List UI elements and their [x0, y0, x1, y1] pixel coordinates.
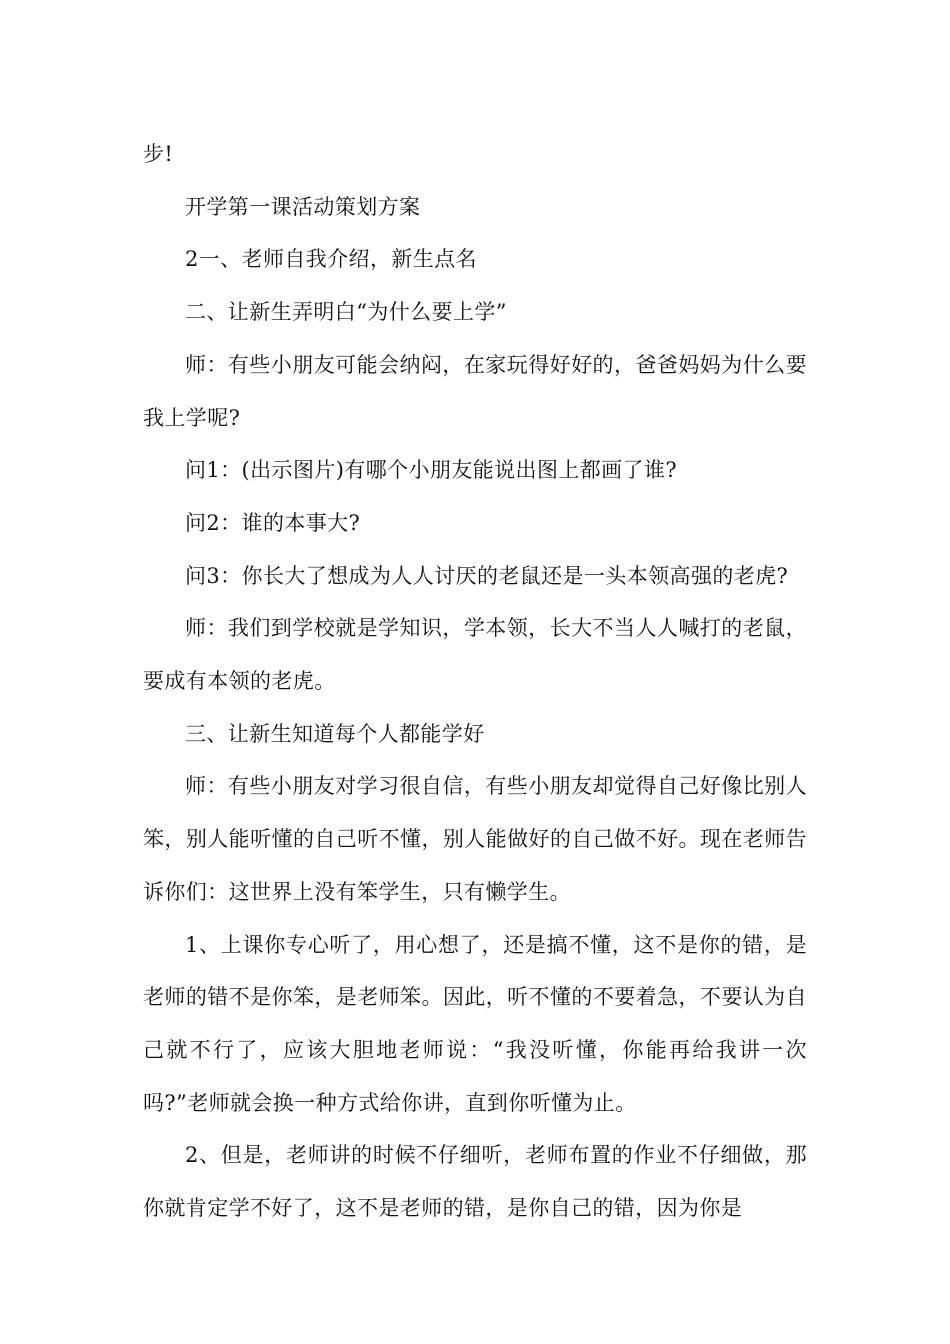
list-item-2: 2、但是，老师讲的时候不仔细听，老师布置的作业不仔细做，那你就肯定学不好了，这不是老师的错，是你自己的错，因为你是	[143, 1143, 807, 1221]
section-heading-2: 二、让新生弄明白“为什么要上学”	[185, 300, 507, 325]
list-item-1: 1、上课你专心听了，用心想了，还是搞不懂，这不是你的错，是老师的错不是你笨，是老师笨。因此，听不懂的不要着急，不要认为自己就不行了，应该大胆地老师说：“我没听懂，你能再给我讲一次吗?”老师就会换一种方式给你讲，直到你听懂为止。	[143, 932, 807, 1115]
section-heading-1: 2一、老师自我介绍，新生点名	[185, 247, 477, 272]
paragraph-continuation: 步!	[143, 142, 174, 166]
document-heading: 开学第一课活动策划方案	[185, 194, 421, 219]
paragraph: 师：有些小朋友可能会纳闷，在家玩得好好的，爸爸妈妈为什么要我上学呢?	[143, 352, 807, 430]
section-heading-3: 三、让新生知道每个人都能学好	[185, 721, 485, 746]
question-1: 问1：(出示图片)有哪个小朋友能说出图上都画了谁?	[185, 458, 678, 483]
paragraph: 师：有些小朋友对学习很自信，有些小朋友却觉得自己好像比别人笨，别人能听懂的自己听不懂，别人能做好的自己做不好。现在老师告诉你们：这世界上没有笨学生，只有懒学生。	[143, 774, 807, 904]
question-2: 问2：谁的本事大?	[185, 510, 361, 535]
question-3: 问3：你长大了想成为人人讨厌的老鼠还是一头本领高强的老虎?	[185, 563, 789, 588]
document-body	[143, 128, 807, 1235]
paragraph: 师：我们到学校就是学知识，学本领，长大不当人人喊打的老鼠，要成有本领的老虎。	[143, 616, 807, 694]
